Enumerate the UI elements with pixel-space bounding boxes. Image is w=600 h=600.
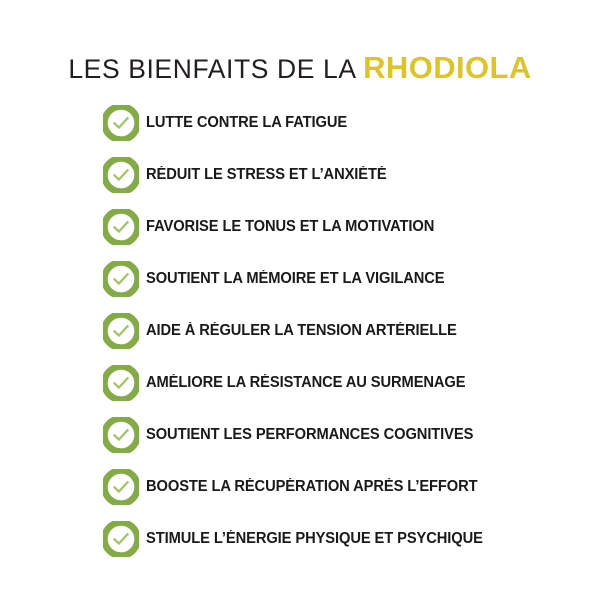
check-circle-icon [103, 261, 139, 297]
check-circle-icon [103, 365, 139, 401]
check-circle-icon [103, 105, 139, 141]
list-item-label: RÉDUIT LE STRESS ET L’ANXIÉTÉ [146, 166, 387, 184]
benefit-item-3 [103, 209, 573, 245]
check-circle-icon [103, 469, 139, 505]
benefit-item-7 [103, 417, 573, 453]
check-circle-icon [103, 313, 139, 349]
check-circle-icon [103, 157, 139, 193]
benefit-item-4 [103, 261, 573, 297]
check-circle-icon [103, 209, 139, 245]
benefit-item-6 [103, 365, 573, 401]
check-circle-icon [103, 521, 139, 557]
benefit-item-8 [103, 469, 573, 505]
benefit-item-9 [103, 521, 573, 557]
list-item-label: SOUTIENT LES PERFORMANCES COGNITIVES [146, 426, 474, 444]
list-item-label: FAVORISE LE TONUS ET LA MOTIVATION [146, 218, 435, 236]
list-item-label: BOOSTE LA RÉCUPÉRATION APRÈS L’EFFORT [146, 478, 478, 496]
check-circle-icon [103, 417, 139, 453]
list-item-label: LUTTE CONTRE LA FATIGUE [146, 114, 348, 132]
page-title [0, 50, 600, 86]
list-item-label: SOUTIENT LA MÉMOIRE ET LA VIGILANCE [146, 270, 445, 288]
list-item-label: AIDE À RÉGULER LA TENSION ARTÉRIELLE [146, 322, 457, 340]
list-item-label: AMÉLIORE LA RÉSISTANCE AU SURMENAGE [146, 374, 466, 392]
benefits-list [103, 105, 573, 557]
benefit-item-5 [103, 313, 573, 349]
benefit-item-1 [103, 105, 573, 141]
page-title-highlight: RHODIOLA [363, 50, 532, 85]
page-title-lead: LES BIENFAITS DE LA [68, 54, 364, 84]
list-item-label: STIMULE L’ÉNERGIE PHYSIQUE ET PSYCHIQUE [146, 530, 483, 548]
benefit-item-2 [103, 157, 573, 193]
